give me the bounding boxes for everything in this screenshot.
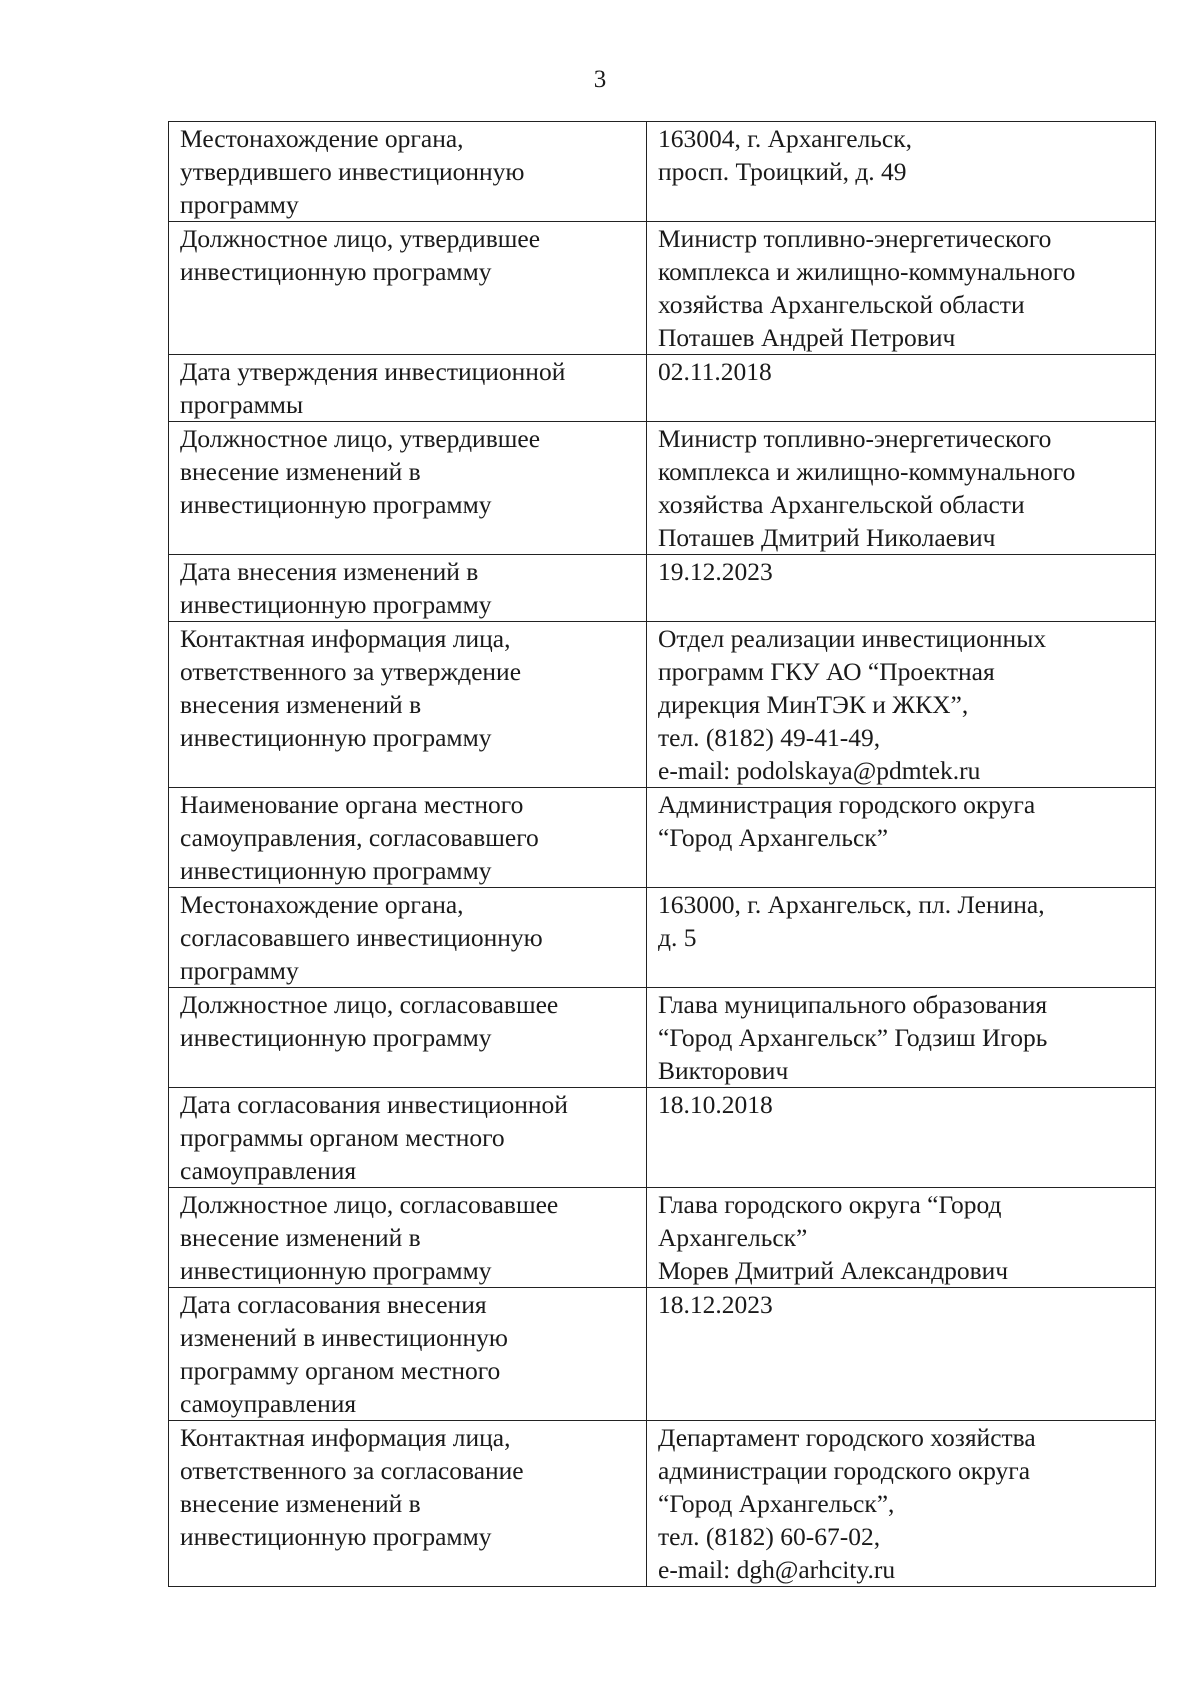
row-value: Министр топливно-энергетического комплекса и жилищно-коммунального хозяйства Архангельской области Поташев Андрей Петрович [647,222,1156,355]
table-row [169,1288,1156,1421]
table-row [169,222,1156,355]
table-row [169,355,1156,422]
row-label: Должностное лицо, утвердившее внесение изменений в инвестиционную программу [169,422,647,555]
row-label: Дата согласования внесения изменений в инвестиционную программу органом местного самоуправления [169,1288,647,1421]
row-value: Министр топливно-энергетического комплекса и жилищно-коммунального хозяйства Архангельской области Поташев Дмитрий Николаевич [647,422,1156,555]
row-value: Глава городского округа “Город Архангельск” Морев Дмитрий Александрович [647,1188,1156,1288]
row-value: 18.12.2023 [647,1288,1156,1421]
row-label: Дата согласования инвестиционной программы органом местного самоуправления [169,1088,647,1188]
row-value: Департамент городского хозяйства администрации городского округа “Город Архангельск”, тел. (8182) 60-67-02, e-mail: dgh@arhcity.ru [647,1421,1156,1587]
row-label: Дата утверждения инвестиционной программы [169,355,647,422]
table-row [169,988,1156,1088]
investment-program-info-table [168,121,1156,1587]
row-label: Контактная информация лица, ответственного за согласование внесение изменений в инвестиционную программу [169,1421,647,1587]
row-label: Дата внесения изменений в инвестиционную программу [169,555,647,622]
row-value: Отдел реализации инвестиционных программ ГКУ АО “Проектная дирекция МинТЭК и ЖКХ”, тел. (8182) 49-41-49, e-mail: podolskaya@pdmtek.ru [647,622,1156,788]
row-label: Местонахождение органа, утвердившего инвестиционную программу [169,122,647,222]
row-label: Местонахождение органа, согласовавшего инвестиционную программу [169,888,647,988]
row-label: Контактная информация лица, ответственного за утверждение внесения изменений в инвестиционную программу [169,622,647,788]
row-value: 02.11.2018 [647,355,1156,422]
row-value: 163000, г. Архангельск, пл. Ленина, д. 5 [647,888,1156,988]
page-number: 3 [593,66,607,93]
row-value: 18.10.2018 [647,1088,1156,1188]
row-value: 19.12.2023 [647,555,1156,622]
table-row [169,788,1156,888]
table-row [169,122,1156,222]
row-label: Должностное лицо, согласовавшее внесение изменений в инвестиционную программу [169,1188,647,1288]
table-row [169,555,1156,622]
table-row [169,622,1156,788]
table-row [169,888,1156,988]
table-row [169,1188,1156,1288]
row-value: Глава муниципального образования “Город Архангельск” Годзиш Игорь Викторович [647,988,1156,1088]
table-row [169,1421,1156,1587]
table-row [169,422,1156,555]
row-value: 163004, г. Архангельск, просп. Троицкий, д. 49 [647,122,1156,222]
table-row [169,1088,1156,1188]
row-label: Должностное лицо, утвердившее инвестиционную программу [169,222,647,355]
row-label: Наименование органа местного самоуправления, согласовавшего инвестиционную программу [169,788,647,888]
row-value: Администрация городского округа “Город Архангельск” [647,788,1156,888]
row-label: Должностное лицо, согласовавшее инвестиционную программу [169,988,647,1088]
